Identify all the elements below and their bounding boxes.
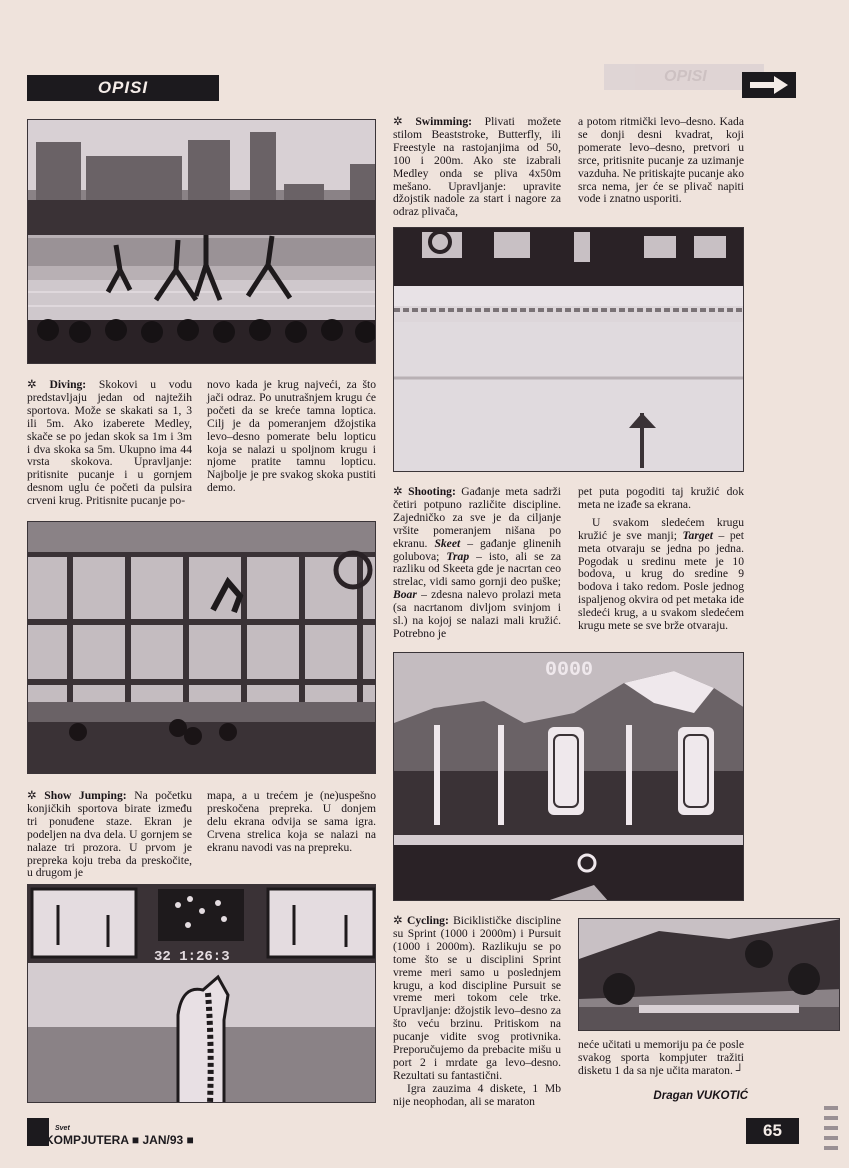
swimming-text-1: Plivati možete stilom Beaststroke, Butterfly, ili Freestyle na rastojanjima od 50, 100 i 200m. Ako ste izabrali Medley onda se pliva 4x50m mešano. Upravljanje: upravite džojstik nadole za start i nagore za odraz plivača, [393,115,561,219]
author-first-name: Dragan [653,1090,694,1102]
swimming-col2 [578,116,744,206]
bullet-icon: ✲ [393,115,403,128]
swimming-text-2: a potom ritmički levo–desno. Kada se donji desni kvadrat, koji pomerate levo–desno, pretvori u srce, pritisnite pucanje za uzimanje vazduha. Ne pritiskajte pucanje ako srca nema, jer će se plivač napiti vode i znatno usporiti. [578,115,744,206]
showjumping-col1 [27,790,192,880]
author-last-name: VUKOTIĆ [696,1090,748,1102]
footer-small-label: Svet [55,1125,70,1132]
diving-screenshot [27,521,376,774]
diving-text-2: novo kada je krug najveći, za što jači odraz. Po unutrašnjem krugu će početi da se kreće tamna loptica. Cilj je da pomeranjem džojstika levo–desno pomerate belu lopticu koja se nalazi u spoljnom krugu i njome pratite tamnu lopticu. Najbolje je pre svakog skoka pustiti demo. [207,378,376,495]
bullet-icon: ✲ [27,789,37,802]
footer-square-icon: ■ [131,1133,140,1147]
diving-col1 [27,379,192,508]
shooting-text-b: – gađanje glinenih golubova; [393,536,561,563]
issue-date: JAN/93 [142,1133,184,1147]
ghost-section-title: OPISI [604,64,764,90]
next-page-arrow [742,72,796,98]
magazine-name: KOMPJUTERA [45,1133,129,1147]
showjumping-text-1: Na početku konjičkih sportova birate između tri ponuđene staze. Ekran je podeljen na dva dela. U gornjem se nalaze tri prozora. U prvom je prepreka koju treba da preskočite, u drugom je [27,789,192,880]
diving-scene [28,522,376,774]
shooting-col1 [393,486,561,641]
swimming-scene [394,228,744,472]
cycling-screenshot [578,918,840,1031]
page-number: 65 [746,1118,799,1144]
bullet-icon: ✲ [27,378,37,391]
skeet-term: Skeet [434,536,461,550]
boar-term: Boar [393,588,417,602]
cycling-title: Cycling: [406,914,449,927]
diving-col2 [207,379,376,495]
cycling-col1 [393,915,561,1109]
jump-timer: 32 1:26:3 [154,949,230,965]
shooting-title: Shooting: [408,485,456,498]
cycling-text-3: neće učitati u memoriju pa će posle svakog sporta kompjuter tražiti disketu 1 da sa nje učita maraton. [578,1038,744,1077]
swimming-screenshot [393,227,744,472]
footer-square-icon-2: ■ [186,1133,194,1147]
track-scene [28,120,376,364]
cycling-text-1: Biciklističke discipline su Sprint (1000 i 2000m) i Pursuit (1000 i 2000m). Razlikuju se po tome što se u disciplini Sprint vreme meri samo u poslednjem krugu, a kod discipline Pursuit se vreme meri tokom cele trke. Upravljanje: džojstik levo–desno za što veću brzinu. Pritiskom na pucanje vidite svog protivnika. Preporučujemo da prebacite mišu u port 2 i mrdate ga levo–desno. Rezultati su fantastični. [393,914,561,1082]
cycling-scene [579,919,840,1031]
shooting-col2 [578,486,744,633]
shooting-text-e: pet puta pogoditi taj kružić dok meta ne izađe sa ekrana. [578,485,744,511]
cycling-col2 [578,1039,744,1078]
shooting-screenshot [393,652,744,901]
edge-strip [820,1100,842,1160]
shooting-text-d: – zdesna nalevo prolazi meta (sa nacrtanom divljom svinjom i sl.) na kojoj se nalazi mali kružić. Potrebno je [393,588,562,640]
showjumping-title: Show Jumping: [44,789,127,802]
author [580,1090,748,1102]
bullet-icon: ✲ [393,914,403,927]
cycling-text-2: Igra zauzima 4 diskete, 1 Mb nije neophodan, ali se maraton [393,1081,561,1108]
diving-text-1: Skokovi u vodu predstavljaju jedan od najtežih sportova. Može se skakati sa 1, 3 ili 5m. Ako izaberete Medley, skače se po jedan skok sa 1m i 3m i dva skoka sa 5m. Ukupno ima 44 vrsta skokova. Upravljanje: pritisnite pucanje i u gornjem desnom uglu će početi da pulsira crveni krug. Pritisnite pucanje po- [27,378,192,508]
showjumping-col2 [207,790,376,855]
footer-magazine [45,1125,194,1147]
shooting-score: 0000 [544,659,594,682]
showjumping-screenshot [27,884,376,1103]
track-screenshot [27,119,376,364]
target-term: Target [682,528,713,542]
shooting-scene [394,653,744,901]
trap-term: Trap [446,549,470,563]
shooting-text-a: Gađanje meta sadrži četiri potpuno različite discipline. Zajedničko za sve je da ciljanje vršite pomeranjem nišana po ekranu. [393,485,561,550]
swimming-col1 [393,116,561,219]
arrow-right-icon [742,72,796,98]
section-title: OPISI [27,75,219,101]
swimming-title: Swimming: [415,115,473,128]
showjumping-scene [28,885,376,1103]
shooting-text-g: – pet meta otvaraju se jedna po jedna. Pogodak u sredinu mete je 10 bodova, u krug do sredine 9 bodova i tako redom. Posle jednog ispaljenog okvira od pet metaka ide sledeći krug, a u svakom sledećem krugu mete se sve brže otvaraju. [578,528,745,633]
diving-title: Diving: [49,378,87,391]
shooting-text-f: U svakom sledećem krugu kružić je sve manji; [578,515,744,542]
showjumping-text-2: mapa, a u trećem je (ne)uspešno preskočena prepreka. U donjem delu ekrana odvija se sama igra. Crvena strelica koja se nalazi na ekranu navodi vas na prepreku. [207,789,376,854]
bullet-icon: ✲ [393,485,403,498]
end-mark: ┘ [735,1063,744,1077]
shooting-text-c: – isto, ali se za razliku od Skeeta gde je nacrtan ceo strelac, vidi samo gornji deo puške; [393,549,561,589]
